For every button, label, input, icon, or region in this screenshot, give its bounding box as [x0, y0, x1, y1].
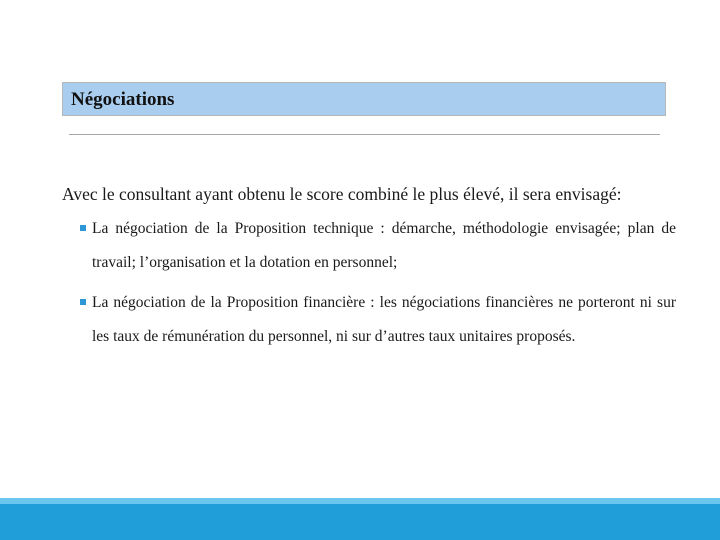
- intro-paragraph: Avec le consultant ayant obtenu le score combiné le plus élevé, il sera envisagé:: [62, 184, 622, 204]
- bullet-text: La négociation de la Proposition technique : démarche, méthodologie envisagée; plan de travail; l’organisation et la dotation en personnel;: [92, 220, 676, 271]
- footer-bar: [0, 498, 720, 540]
- bullet-item: [92, 212, 676, 280]
- slide-title-bar: [62, 82, 666, 116]
- footer-stripe: [0, 498, 720, 504]
- square-bullet-icon: [80, 225, 86, 231]
- slide-title: Négociations: [71, 89, 175, 110]
- bullet-list: [62, 212, 676, 354]
- bullet-item: [92, 286, 676, 354]
- slide-body: [62, 176, 676, 354]
- square-bullet-icon: [80, 299, 86, 305]
- title-divider: [69, 134, 660, 135]
- bullet-text: La négociation de la Proposition financière : les négociations financières ne porteront ni sur les taux de rémunération du personnel, ni sur d’autres taux unitaires proposés.: [92, 294, 676, 345]
